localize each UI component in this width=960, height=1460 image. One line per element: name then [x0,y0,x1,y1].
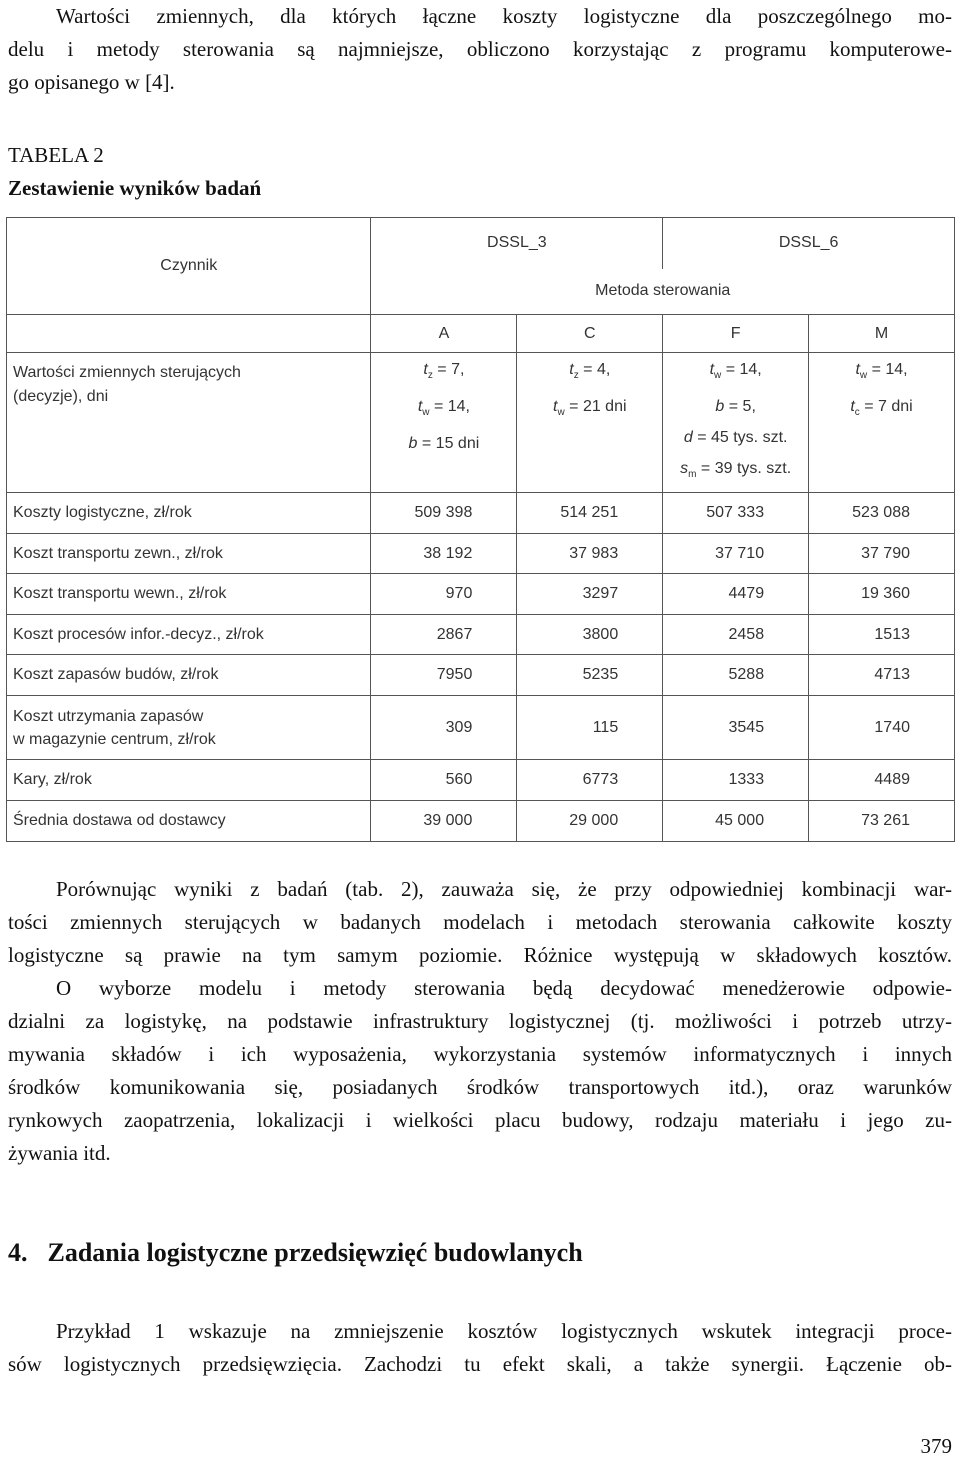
table-row [7,493,955,534]
table-row [7,655,955,696]
row-label: Koszt utrzymania zapasów w magazynie centrum, zł/rok [7,696,371,760]
cell-a: 2867 [371,615,517,655]
paragraph-line: sów logistycznych przedsięwzięcia. Zachodzi tu efekt skali, a także synergii. Łączenie ob- [8,1352,952,1376]
cell-f: 2458 [663,615,809,655]
method-header: Metoda sterowania [371,269,955,315]
cell-f: 45 000 [663,801,809,842]
cell-f: 1333 [663,760,809,801]
paragraph-line: Porównując wyniki z badań (tab. 2), zauważa się, że przy odpowiedniej kombinacji war- [56,877,952,901]
paragraph-line: rynkowych zaopatrzenia, lokalizacji i wielkości placu budowy, rodzaju materiału i jego zu- [8,1108,952,1132]
cell-a: 38 192 [371,534,517,574]
table-row [7,574,955,615]
cell-c: 5235 [517,655,663,696]
method-a: A [371,315,517,353]
table-row [7,534,955,574]
section-number: 4. [8,1238,28,1267]
cell-a: 560 [371,760,517,801]
intro-line: delu i metody sterowania są najmniejsze, obliczono korzystając z programu komputerowe- [8,37,952,61]
method-header-spacer [7,315,371,353]
cell-f: 5288 [663,655,809,696]
intro-line: Wartości zmiennych, dla których łączne koszty logistyczne dla poszczególnego mo- [56,4,952,28]
table-title: Zestawienie wyników badań [8,176,262,200]
cell-a: 39 000 [371,801,517,842]
method-f: F [663,315,809,353]
cell-m: 1740 [809,696,955,760]
cell-c: 115 [517,696,663,760]
table-row [7,760,955,801]
results-table [6,217,955,842]
method-c: C [517,315,663,353]
cell-c: 6773 [517,760,663,801]
section-title: Zadania logistyczne przedsięwzięć budowlanych [47,1238,583,1267]
cell-m: 1513 [809,615,955,655]
control-values-c: $t_z = 4$, $t_w = 21$ dni [517,353,663,493]
model-header-dssl6: DSSL_6 [663,218,955,269]
cell-m: 73 261 [809,801,955,842]
cell-f: 507 333 [663,493,809,534]
cell-c: 3297 [517,574,663,615]
cell-m: 523 088 [809,493,955,534]
cell-f: 3545 [663,696,809,760]
cell-c: 514 251 [517,493,663,534]
row-label: Średnia dostawa od dostawcy [7,801,371,842]
control-values-m: $t_w = 14$, $t_c = 7$ dni [809,353,955,493]
table-row [7,696,955,760]
method-m: M [809,315,955,353]
model-header-dssl3: DSSL_3 [371,218,663,269]
control-values-a: $t_z = 7$, $t_w = 14$, b = 15 dni [371,353,517,493]
table-label: TABELA 2 [8,143,104,167]
section-heading [8,1238,583,1268]
cell-c: 29 000 [517,801,663,842]
cell-m: 19 360 [809,574,955,615]
cell-m: 4713 [809,655,955,696]
paragraph-line: dzialni za logistykę, na podstawie infrastruktury logistycznej (tj. możliwości i potrzeb utrzy- [8,1009,952,1033]
row-label: Koszt zapasów budów, zł/rok [7,655,371,696]
paragraph-line: logistyczne są prawie na tym samym poziomie. Różnice występują w składowych kosztów. [8,943,952,967]
row-label: Koszt procesów infor.-decyz., zł/rok [7,615,371,655]
cell-a: 970 [371,574,517,615]
table-row [7,615,955,655]
section-paragraph [8,1315,952,1381]
cell-a: 309 [371,696,517,760]
discussion-paragraph [8,873,952,1170]
page-number: 379 [920,1434,952,1458]
row-label: Koszt transportu wewn., zł/rok [7,574,371,615]
row-label: Koszty logistyczne, zł/rok [7,493,371,534]
cell-a: 509 398 [371,493,517,534]
cell-c: 3800 [517,615,663,655]
paragraph-line: O wyborze modelu i metody sterowania będą decydować menedżerowie odpowie- [56,976,952,1000]
cell-c: 37 983 [517,534,663,574]
cell-f: 37 710 [663,534,809,574]
row-label: Kary, zł/rok [7,760,371,801]
paragraph-line: środków komunikowania się, posiadanych środków transportowych itd.), oraz warunków [8,1075,952,1099]
intro-paragraph [8,0,952,99]
intro-line: go opisanego w [4]. [8,70,175,94]
row-label: Koszt transportu zewn., zł/rok [7,534,371,574]
paragraph-line: mywania składów i ich wyposażenia, wykorzystania systemów informatycznych i innych [8,1042,952,1066]
paragraph-line: Przykład 1 wskazuje na zmniejszenie kosztów logistycznych wskutek integracji proce- [56,1319,952,1343]
control-row-label: Wartości zmiennych sterujących (decyzje), dni [7,353,371,493]
cell-f: 4479 [663,574,809,615]
paragraph-line: tości zmiennych sterujących w badanych modelach i metodach sterowania całkowite koszty [8,910,952,934]
paragraph-line: żywania itd. [8,1141,111,1165]
control-values-f: $t_w = 14$, b = 5, d = 45 tys. szt. $s_m = 39$ tys. szt. [663,353,809,493]
cell-m: 37 790 [809,534,955,574]
factor-header: Czynnik [7,218,371,315]
table-row [7,801,955,842]
cell-m: 4489 [809,760,955,801]
cell-a: 7950 [371,655,517,696]
